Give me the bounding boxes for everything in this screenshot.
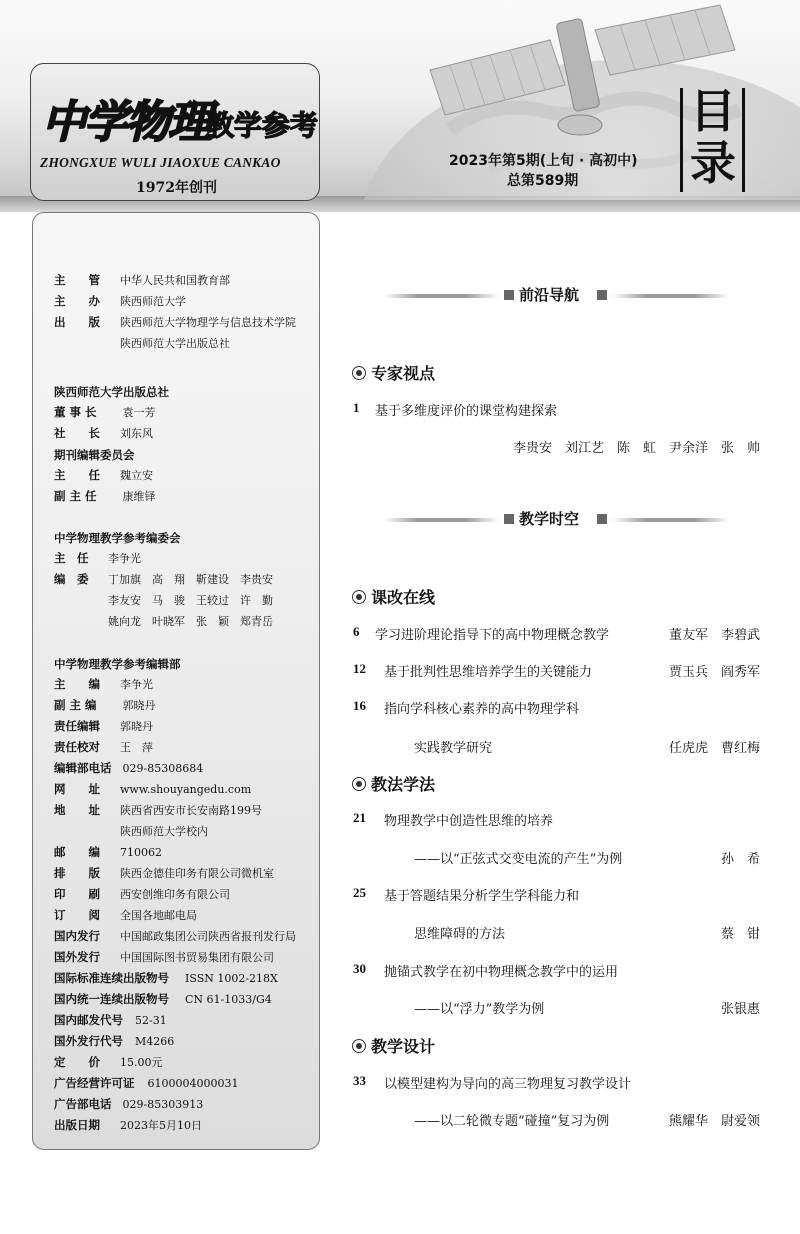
- info-value: 王 萍: [120, 741, 153, 754]
- info-row: [54, 273, 230, 288]
- info-label: 主 管: [54, 273, 100, 287]
- info-value: 刘东风: [120, 427, 153, 440]
- toc-entry-authors: 贾玉兵 阎秀军: [668, 665, 760, 680]
- toc-title: 目录: [690, 84, 736, 190]
- info-row: [54, 971, 278, 986]
- section-reform-online: [352, 585, 435, 608]
- toc-entry-authors: 张银惠: [720, 1002, 760, 1017]
- toc-entry-title[interactable]: 学习进阶理论指导下的高中物理概念教学: [375, 628, 610, 643]
- info-label: 网 址: [54, 782, 100, 796]
- toc-entry-title[interactable]: 基于批判性思维培养学生的关键能力: [384, 665, 593, 680]
- issue-info: 2023年第5期(上旬 · 高初中): [449, 153, 638, 169]
- masthead-logo-sub: 教学参考: [206, 109, 319, 142]
- info-value: 李争光: [108, 552, 141, 565]
- info-row: [54, 803, 262, 818]
- info-row: [54, 845, 162, 860]
- info-row: [54, 551, 141, 566]
- info-row: [54, 572, 273, 587]
- info-value: 陕西师范大学出版总社: [120, 337, 230, 350]
- info-value: 6100004000031: [147, 1077, 239, 1090]
- section-label: 教学设计: [371, 1037, 436, 1056]
- section-expert-view: [352, 361, 435, 384]
- toc-page-number: 30: [353, 961, 366, 976]
- divider-label: 教学时空: [519, 510, 580, 528]
- info-value: 中国邮政集团公司陕西省报刊发行局: [120, 930, 296, 943]
- toc-entry-title-line2[interactable]: 思维障碍的方法: [414, 927, 506, 942]
- section-divider-teaching: [384, 511, 729, 529]
- info-value: 全国各地邮电局: [120, 909, 197, 922]
- info-value: 中国国际图书贸易集团有限公司: [120, 951, 274, 964]
- issue-total: 总第589期: [507, 173, 579, 189]
- target-bullet-icon: [352, 590, 366, 604]
- info-label: 编 委: [54, 572, 89, 586]
- info-label: 出版日期: [54, 1118, 100, 1132]
- info-value: CN 61-1033/G4: [185, 993, 272, 1006]
- info-group-heading: 中学物理教学参考编委会: [54, 531, 181, 545]
- info-label: 出 版: [54, 315, 100, 329]
- toc-entry-authors: 蔡 钳: [720, 927, 760, 942]
- masthead-pinyin: ZHONGXUE WULI JIAOXUE CANKAO: [40, 155, 281, 170]
- toc-page-number: 16: [353, 698, 366, 713]
- info-label: 主 编: [54, 677, 100, 691]
- info-row: [54, 677, 153, 692]
- info-group-heading: 中学物理教学参考编辑部: [54, 657, 181, 671]
- info-label: 广告经营许可证: [54, 1076, 135, 1090]
- toc-entry-title[interactable]: 指向学科核心素养的高中物理学科: [384, 702, 580, 717]
- info-label: 国内邮发代号: [54, 1013, 123, 1027]
- toc-entry-title[interactable]: 以模型建构为导向的高三物理复习教学设计: [384, 1077, 632, 1092]
- toc-entry-authors: 李贵安 刘江艺 陈 虹 尹余洋 张 帅: [512, 441, 760, 456]
- info-row: [54, 698, 156, 713]
- info-label: 副 主 任: [54, 489, 97, 503]
- target-bullet-icon: [352, 1039, 366, 1053]
- info-value: 袁一芳: [122, 406, 156, 419]
- toc-page-number: 6: [353, 624, 360, 639]
- toc-entry-title-line2[interactable]: ——以二轮微专题“碰撞”复习为例: [414, 1114, 610, 1129]
- info-row: [54, 426, 153, 441]
- info-label: 编辑部电话: [54, 761, 112, 775]
- info-row: [54, 866, 274, 881]
- info-label: 副 主 编: [54, 698, 97, 712]
- info-value: 魏立安: [120, 469, 153, 482]
- toc-page-number: 21: [353, 810, 366, 825]
- info-group-heading: 陕西师范大学出版总社: [54, 385, 169, 399]
- info-value: 029-85303913: [122, 1098, 204, 1111]
- info-row: [54, 761, 203, 776]
- toc-page-number: 12: [353, 661, 366, 676]
- section-label: 专家视点: [371, 364, 436, 383]
- toc-entry-authors: 熊耀华 尉爱领: [668, 1114, 760, 1129]
- info-row: [54, 1013, 167, 1028]
- divider-label: 前沿导航: [519, 286, 580, 304]
- info-value: 西安创维印务有限公司: [120, 888, 230, 901]
- info-row: [54, 1055, 163, 1070]
- toc-page-number: 33: [353, 1073, 366, 1088]
- info-row: [54, 950, 274, 965]
- info-label: 排 版: [54, 866, 100, 880]
- info-value: 陕西师范大学校内: [120, 825, 208, 838]
- section-divider-frontier: [384, 287, 729, 305]
- toc-page-number: 1: [353, 400, 360, 415]
- toc-entry-title[interactable]: 物理教学中创造性思维的培养: [384, 814, 554, 829]
- toc-entry-authors: 孙 希: [720, 852, 760, 867]
- info-value: 陕西师范大学物理学与信息技术学院: [120, 316, 296, 329]
- info-row: [54, 719, 153, 734]
- section-methods: [352, 772, 435, 795]
- info-row: [54, 294, 186, 309]
- info-row: [54, 1097, 203, 1112]
- section-label: 课改在线: [371, 588, 436, 607]
- section-label: 教法学法: [371, 775, 436, 794]
- info-value: 郭晓丹: [122, 699, 156, 712]
- toc-entry-authors: 任虎虎 曹红梅: [668, 741, 760, 756]
- info-label: 邮 编: [54, 845, 100, 859]
- section-teaching-design: [352, 1034, 435, 1057]
- info-label: 定 价: [54, 1055, 100, 1069]
- target-bullet-icon: [352, 366, 366, 380]
- info-row: [54, 824, 208, 839]
- info-value: 710062: [120, 846, 162, 859]
- toc-entry-authors: 董友军 李碧武: [668, 628, 760, 643]
- info-value: 姚向龙 叶晓军 张 颖 郑青岳: [108, 615, 273, 628]
- info-row: [54, 908, 197, 923]
- info-label: 国外发行代号: [54, 1034, 123, 1048]
- info-value: 15.00元: [120, 1056, 163, 1069]
- toc-title-bar-right: [742, 88, 745, 192]
- info-row: [54, 336, 230, 351]
- info-row: [54, 405, 156, 420]
- info-row: [54, 593, 273, 608]
- info-row: [54, 887, 230, 902]
- info-label: 董 事 长: [54, 405, 97, 419]
- info-row: [54, 740, 153, 755]
- toc-entry-title[interactable]: 基于多维度评价的课堂构建探索: [375, 404, 558, 419]
- toc-entry-title[interactable]: 基于答题结果分析学生学科能力和: [384, 889, 580, 904]
- info-label: 主 任: [54, 551, 89, 565]
- info-value: 陕西师范大学: [120, 295, 186, 308]
- info-value: ISSN 1002-218X: [185, 972, 278, 985]
- info-row: [54, 614, 273, 629]
- toc-entry-title-line2[interactable]: ——以“正弦式交变电流的产生”为例: [414, 852, 623, 867]
- info-row: [54, 468, 153, 483]
- info-label: 国外发行: [54, 950, 100, 964]
- info-value: 2023年5月10日: [120, 1119, 202, 1132]
- info-value: 郭晓丹: [120, 720, 153, 733]
- info-value: M4266: [135, 1035, 175, 1048]
- info-value: 李友安 马 骏 王较过 许 勤: [108, 594, 273, 607]
- toc-entry-title-line2[interactable]: 实践教学研究: [414, 741, 493, 756]
- info-row: [54, 1076, 238, 1091]
- info-value: www.shouyangedu.com: [120, 783, 252, 796]
- info-value: 康维铎: [122, 490, 156, 503]
- info-value: 陕西金德佳印务有限公司微机室: [120, 867, 274, 880]
- toc-entry-title[interactable]: 抛锚式教学在初中物理概念教学中的运用: [384, 965, 619, 980]
- info-group-heading: 期刊编辑委员会: [54, 448, 135, 462]
- toc-title-bar-left: [680, 88, 683, 192]
- info-label: 地 址: [54, 803, 100, 817]
- info-value: 陕西省西安市长安南路199号: [120, 804, 262, 817]
- info-row: [54, 782, 251, 797]
- info-value: 李争光: [120, 678, 153, 691]
- info-label: 国内发行: [54, 929, 100, 943]
- info-label: 责任编辑: [54, 719, 100, 733]
- info-label: 社 长: [54, 426, 100, 440]
- info-label: 国际标准连续出版物号: [54, 971, 169, 985]
- info-label: 订 阅: [54, 908, 100, 922]
- toc-entry-title-line2[interactable]: ——以“浮力”教学为例: [414, 1002, 545, 1017]
- info-value: 丁加旗 高 翔 靳建设 李贵安: [108, 573, 273, 586]
- info-row: [54, 489, 156, 504]
- info-label: 印 刷: [54, 887, 100, 901]
- info-row: [54, 992, 272, 1007]
- toc-page-number: 25: [353, 885, 366, 900]
- info-label: 主 任: [54, 468, 100, 482]
- info-row: [54, 315, 296, 330]
- info-value: 中华人民共和国教育部: [120, 274, 230, 287]
- info-label: 主 办: [54, 294, 100, 308]
- founded-year: 1972年创刊: [136, 180, 217, 196]
- masthead-logo-main: 中学物理: [42, 97, 210, 148]
- target-bullet-icon: [352, 777, 366, 791]
- info-value: 029-85308684: [122, 762, 204, 775]
- info-value: 52-31: [135, 1014, 167, 1027]
- info-label: 责任校对: [54, 740, 100, 754]
- info-row: [54, 1034, 174, 1049]
- info-row: [54, 1118, 202, 1133]
- info-row: [54, 929, 296, 944]
- info-label: 国内统一连续出版物号: [54, 992, 169, 1006]
- info-label: 广告部电话: [54, 1097, 112, 1111]
